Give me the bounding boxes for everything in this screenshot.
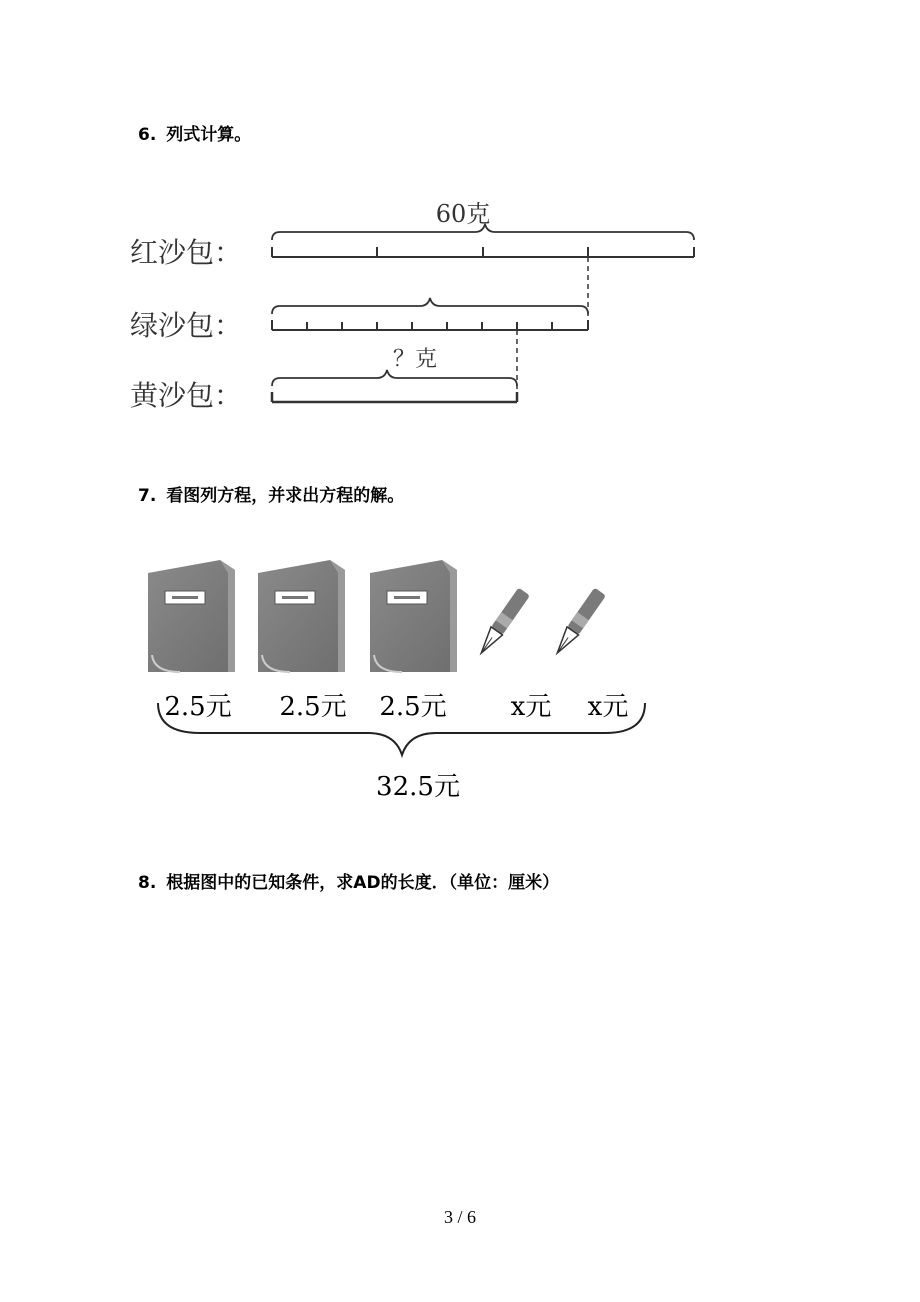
row-label-yellow: 黄沙包： (130, 379, 243, 412)
price-label: 2.5元 (379, 692, 447, 722)
notebook-icon (148, 560, 235, 672)
yellow-bag-brace (272, 370, 517, 386)
pen-icon (552, 588, 606, 657)
notebook-icon (258, 560, 345, 672)
yellow-bag-bar (272, 392, 517, 402)
row-label-green: 绿沙包： (130, 309, 243, 342)
question-6 (138, 120, 251, 145)
question-text: 看图列方程，并求出方程的解。 (166, 486, 405, 506)
pen-icon (476, 588, 530, 657)
green-bag-bar (272, 320, 588, 330)
total-weight-label: 60克 (435, 200, 491, 228)
notebook-icon (370, 560, 457, 672)
question-number: 6. (138, 125, 157, 145)
question-7 (138, 481, 404, 506)
red-bag-bar (272, 247, 694, 257)
green-bag-brace (272, 298, 588, 314)
question-8 (138, 868, 559, 893)
q6-diagram (130, 190, 710, 420)
page-number: 3 / 6 (443, 1207, 476, 1227)
price-label: 2.5元 (164, 692, 232, 722)
total-price-label: 32.5元 (376, 772, 460, 802)
row-label-red: 红沙包： (130, 236, 243, 269)
unknown-weight-label: ？克 (392, 347, 438, 372)
price-label: x元 (510, 692, 552, 722)
question-number: 8. (138, 873, 157, 893)
price-label: x元 (587, 692, 629, 722)
question-text: 列式计算。 (166, 125, 252, 145)
question-number: 7. (138, 486, 157, 506)
price-label: 2.5元 (279, 692, 347, 722)
q7-diagram (140, 555, 660, 805)
question-text: 根据图中的已知条件，求AD的长度．（单位：厘米） (166, 873, 560, 893)
